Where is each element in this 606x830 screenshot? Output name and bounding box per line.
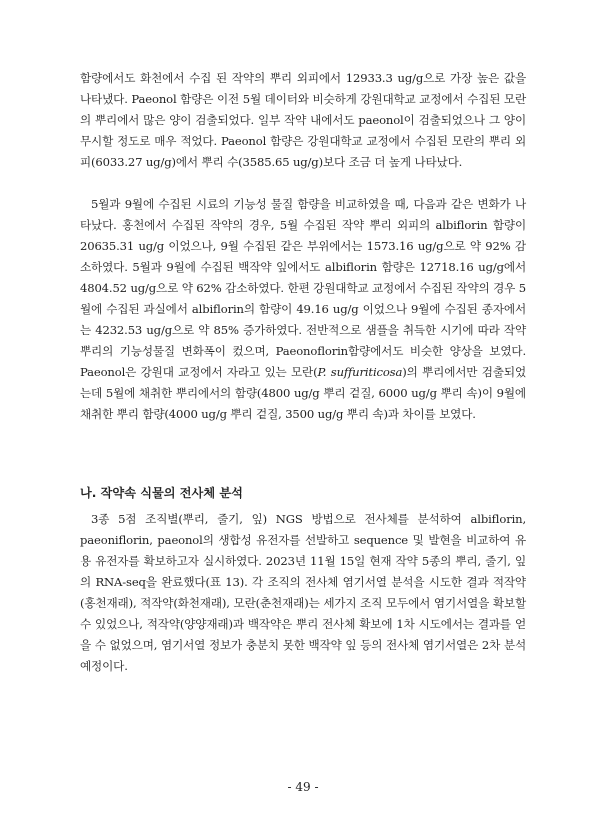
- body-paragraph: 3종 5점 조직별(뿌리, 줄기, 잎) NGS 방법으로 전사체를 분석하여 albiflorin, paeoniflorin, paeonol의 생합성 유전자를 선발하고 sequence 및 발현을 비교하여 유용 유전자를 확보하고자 실시하였다. 2023년 11월 15일 현재 작약 5종의 뿌리, 줄기, 잎의 RNA-seq을 완료했다(표 13). 각 조직의 전사체 염기서열 분석을 시도한 결과 적작약(홍천재래), 적작약(화천재래), 모란(춘천재래)는 세가지 조직 모두에서 염기서열을 확보할 수 있었으나, 적작약(양양재래)과 백작약은 뿌리 전사체 확보에 1차 시도에서는 결과를 얻을 수 없었으며, 염기서열 정보가 충분치 못한 백작약 잎 등의 전사체 염기서열은 2차 분석 예정이다.: [80, 512, 526, 673]
- body-paragraph: [80, 194, 526, 425]
- body-paragraph: 함량에서도 화천에서 수집 된 작약의 뿌리 외피에서 12933.3 ug/g으로 가장 높은 값을 나타냈다. Paeonol 함량은 이전 5월 데이터와 비슷하게 강원대학교 교정에서 수집된 모란의 뿌리에서 많은 양이 검출되었다. 일부 작약 내에서도 paeonol이 검출되었으나 그 양이 무시할 정도로 매우 적었다. Paeonol 함량은 강원대학교 교정에서 수집된 모란의 뿌리 외피(6033.27 ug/g)에서 뿌리 수(3585.65 ug/g)보다 조금 더 높게 나타났다.: [80, 71, 526, 169]
- paragraph-text: )의 뿌리에서만 검출되었는데 5월에 채취한 뿌리에서의 함량(4800 ug/g 뿌리 겉질, 6000 ug/g 뿌리 속)이 9월에 채취한 뿌리 함량(4000 ug/g 뿌리 겉질, 3500 ug/g 뿌리 속)과 차이를 보였다.: [80, 365, 526, 421]
- paragraph-text: 5월과 9월에 수집된 시료의 기능성 물질 함량을 비교하였을 때, 다음과 같은 변화가 나타났다. 홍천에서 수집된 작약의 경우, 5월 수집된 작약 뿌리 외피의 albiflorin 함량이 20635.31 ug/g 이었으나, 9월 수집된 같은 부위에서는 1573.16 ug/g으로 약 92% 감소하였다. 5월과 9월에 수집된 백작약 잎에서도 albiflorin 함량은 12718.16 ug/g에서 4804.52 ug/g으로 약 62% 감소하였다. 한편 강원대학교 교정에서 수집된 작약의 경우 5월에 수집된 과실에서 albiflorin의 함량이 49.16 ug/g 이었으나 9월에 수집된 종자에서는 4232.53 ug/g으로 약 85% 증가하였다. 전반적으로 샘플을 취득한 시기에 따라 작약 뿌리의 기능성물질 변화폭이 컸으며, Paeonoflorin함량에서도 비슷한 양상을 보였다. Paeonol은 강원대 교정에서 자라고 있는 모란(: [80, 197, 526, 379]
- species-name: P. suffuriticosa: [317, 365, 403, 379]
- section-heading: 나. 작약속 식물의 전사체 분석: [80, 486, 243, 500]
- page-number: - 49 -: [287, 780, 319, 794]
